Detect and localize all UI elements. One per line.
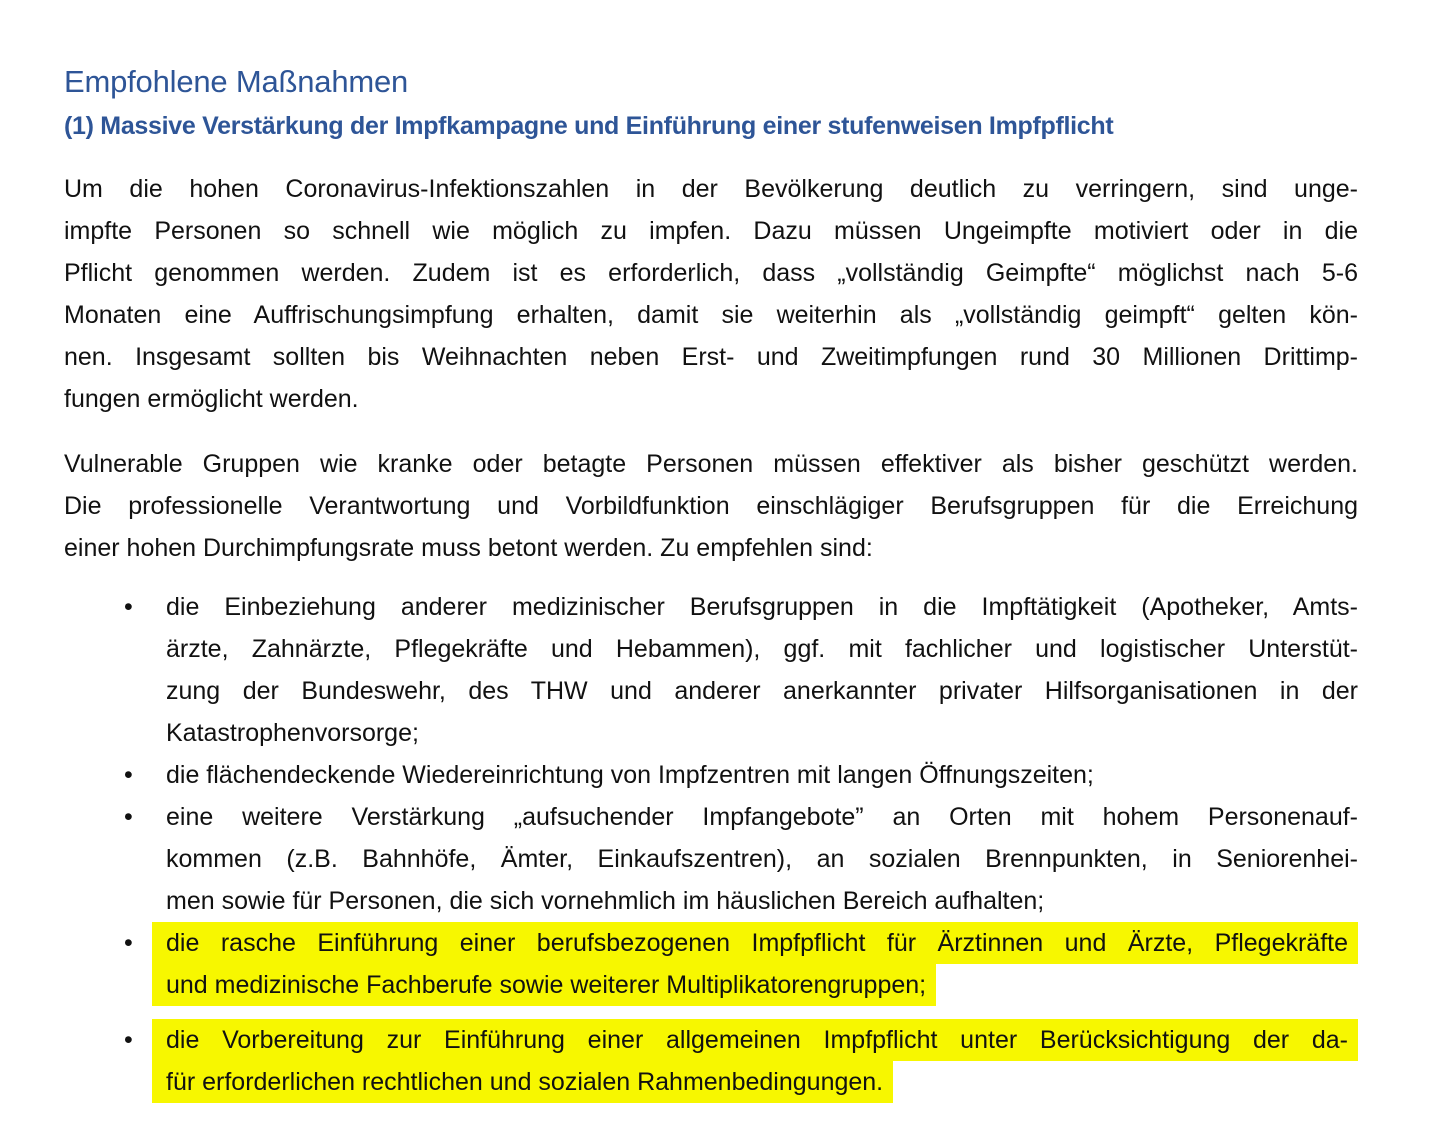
bullet-icon: • [124,1026,133,1054]
paragraph-line: nen. Insgesamt sollten bis Weihnachten neben Erst- und Zweitimpfungen rund 30 Millionen Drittimp- [64,343,1358,371]
bullet-icon: • [124,761,133,789]
list-item-line: kommen (z.B. Bahnhöfe, Ämter, Einkaufszentren), an sozialen Brennpunkten, in Seniorenhei- [166,845,1358,873]
list-item-line: Katastrophenvorsorge; [166,719,419,747]
list-item-line: die flächendeckende Wiedereinrichtung von Impfzentren mit langen Öffnungszeiten; [166,761,1094,789]
paragraph-line: einer hohen Durchimpfungsrate muss betont werden. Zu empfehlen sind: [64,534,873,562]
paragraph-line: Vulnerable Gruppen wie kranke oder betagte Personen müssen effektiver als bisher geschützt werden. [64,450,1358,478]
list-item-line: zung der Bundeswehr, des THW und anderer anerkannter privater Hilfsorganisationen in der [166,677,1358,705]
list-item [0,796,1456,922]
bullet-icon: • [124,929,133,957]
list-item-line: eine weitere Verstärkung „aufsuchender Impfangebote” an Orten mit hohem Personenauf- [166,803,1358,831]
list-item-highlighted [0,1019,1456,1116]
paragraph-line: Um die hohen Coronavirus-Infektionszahlen in der Bevölkerung deutlich zu verringern, sind unge- [64,175,1358,203]
list-item-text [166,754,1358,796]
list-item [0,754,1456,796]
highlighted-line: für erforderlichen rechtlichen und sozialen Rahmenbedingungen. [152,1061,893,1103]
list-item-line: die Einbeziehung anderer medizinischer Berufsgruppen in die Impftätigkeit (Apotheker, Amts- [166,593,1358,621]
list-item-text [166,1019,1358,1116]
list-item-highlighted [0,922,1456,1019]
paragraph-line: Monaten eine Auffrischungsimpfung erhalten, damit sie weiterhin als „vollständig geimpft“ gelten kön- [64,301,1358,329]
list-item-text [166,586,1358,754]
paragraph-line: Pflicht genommen werden. Zudem ist es erforderlich, dass „vollständig Geimpfte“ möglichst nach 5-6 [64,259,1358,287]
highlighted-line: die rasche Einführung einer berufsbezogenen Impfpflicht für Ärztinnen und Ärzte, Pflegekräfte [152,922,1358,964]
recommendation-list [0,586,1456,1116]
highlighted-line: die Vorbereitung zur Einführung einer allgemeinen Impfpflicht unter Berücksichtigung der da- [152,1019,1358,1061]
list-item [0,586,1456,754]
list-item-line: men sowie für Personen, die sich vornehmlich im häuslichen Bereich aufhalten; [166,887,1045,915]
section-heading: Empfohlene Maßnahmen [64,64,409,99]
paragraph-line: Die professionelle Verantwortung und Vorbildfunktion einschlägiger Berufsgruppen für die Erreichung [64,492,1358,520]
bullet-icon: • [124,593,133,621]
paragraph-vaccination-campaign [64,168,1358,420]
bullet-icon: • [124,803,133,831]
subsection-heading: (1) Massive Verstärkung der Impfkampagne und Einführung einer stufenweisen Impfpflicht [64,112,1114,140]
list-item-text [166,922,1358,1019]
list-item-text [166,796,1358,922]
paragraph-line: impfte Personen so schnell wie möglich zu impfen. Dazu müssen Ungeimpfte motiviert oder in die [64,217,1358,245]
highlighted-line: und medizinische Fachberufe sowie weiterer Multiplikatorengruppen; [152,964,936,1006]
paragraph-line: fungen ermöglicht werden. [64,385,359,413]
list-item-line: ärzte, Zahnärzte, Pflegekräfte und Hebammen), ggf. mit fachlicher und logistischer Unterstüt- [166,635,1358,663]
paragraph-vulnerable-groups [64,443,1358,569]
